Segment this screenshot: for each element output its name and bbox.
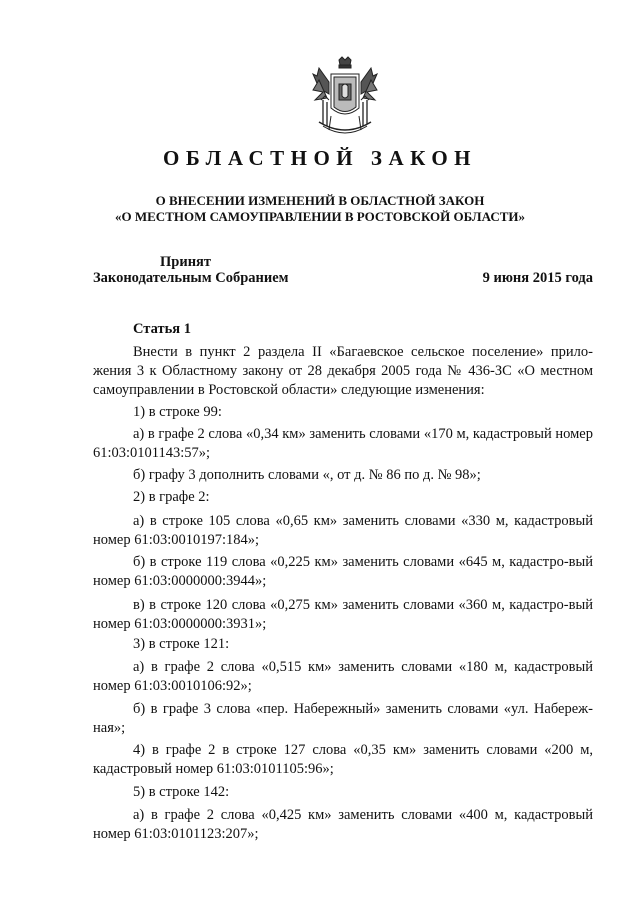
coat-of-arms-icon (309, 56, 381, 138)
article-paragraph: 3) в строке 121: (133, 636, 230, 652)
adopted-label: Принят (160, 254, 212, 270)
article-paragraph: Внести в пункт 2 раздела II «Багаевское сельское поселение» прило-жения 3 к Областному закону от 28 декабря 2005 года № 436-ЗС «О местном самоуправлении в Ростовской области» следующие изменения: (93, 344, 593, 398)
article-paragraph: 2) в графе 2: (133, 489, 210, 505)
article-paragraph: 5) в строке 142: (133, 784, 230, 800)
article-paragraph: в) в строке 120 слова «0,275 км» заменить словами «360 м, кадастро-вый номер 61:03:0000000:3931»; (93, 597, 593, 632)
article-heading: Статья 1 (133, 321, 191, 337)
article-paragraph: б) в графе 3 слова «пер. Набережный» заменить словами «ул. Набереж-ная»; (93, 701, 593, 736)
article-paragraph: а) в графе 2 слова «0,425 км» заменить словами «400 м, кадастровый номер 61:03:0101123:207»; (93, 807, 593, 842)
law-title-line-2: «О МЕСТНОМ САМОУПРАВЛЕНИИ В РОСТОВСКОЙ ОБЛАСТИ» (115, 209, 525, 224)
law-title-line-1: О ВНЕСЕНИИ ИЗМЕНЕНИЙ В ОБЛАСТНОЙ ЗАКОН (155, 193, 485, 208)
adopted-by: Законодательным Собранием (93, 270, 289, 286)
article-paragraph: б) графу 3 дополнить словами «, от д. № 86 по д. № 98»; (133, 467, 481, 483)
article-paragraph: 1) в строке 99: (133, 404, 222, 420)
article-paragraph: а) в графе 2 слова «0,34 км» заменить словами «170 м, кадастровый номер 61:03:0101143:57»; (93, 426, 593, 461)
article-paragraph: 4) в графе 2 в строке 127 слова «0,35 км» заменить словами «200 м, кадастровый номер 61:03:0101105:96»; (93, 742, 593, 777)
article-paragraph: б) в строке 119 слова «0,225 км» заменить словами «645 м, кадастро-вый номер 61:03:0000000:3944»; (93, 554, 593, 589)
adopted-date: 9 июня 2015 года (482, 270, 593, 286)
law-type-heading: ОБЛАСТНОЙ ЗАКОН (162, 146, 477, 170)
article-paragraph: а) в строке 105 слова «0,65 км» заменить словами «330 м, кадастровый номер 61:03:0010197:184»; (93, 513, 593, 548)
article-paragraph: а) в графе 2 слова «0,515 км» заменить словами «180 м, кадастровый номер 61:03:0010106:92»; (93, 659, 593, 694)
